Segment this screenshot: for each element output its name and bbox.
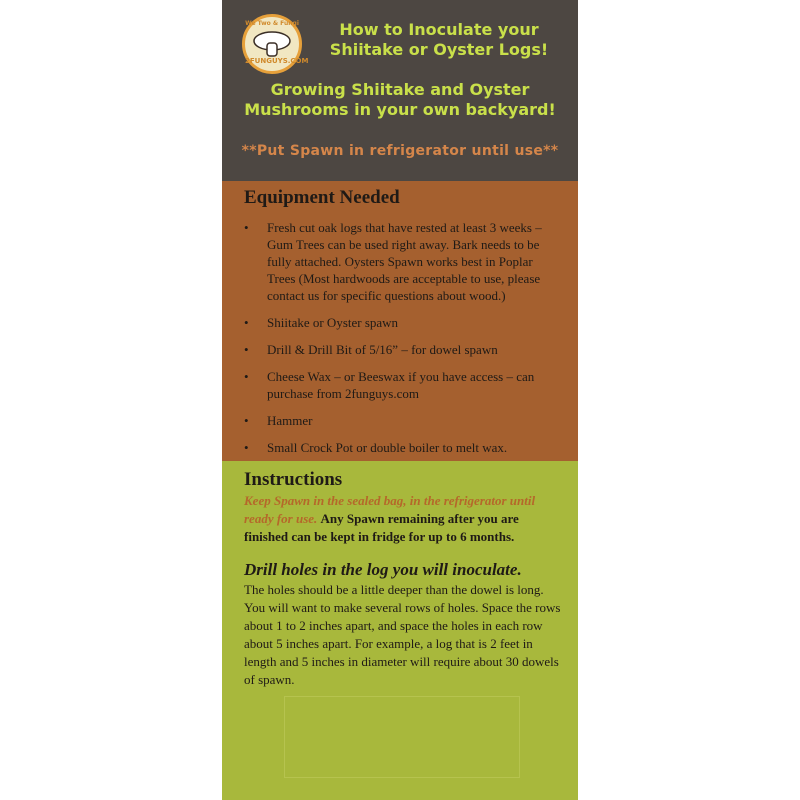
equipment-item: • Shiitake or Oyster spawn [222,314,578,331]
logo [242,14,309,74]
equipment-item: • Small Crock Pot or double boiler to melt wax. [222,439,578,456]
equipment-item: • Fresh cut oak logs that have rested at least 3 weeks – Gum Trees can be used right away. Bark needs to be fully attached. Oysters Spawn works best in Poplar Trees (Most hardwoods are acceptable to use, please contact us for specific questions about wood.) [222,219,578,304]
equipment-heading: Equipment Needed [244,187,400,208]
intro-highlight: Keep Spawn in the sealed bag, in the refrigerator until ready for use. [244,493,536,526]
subtitle-line-2: Mushrooms in your own backyard! [244,100,556,119]
equipment-item: • Hammer [222,412,578,429]
logo-top-text: We Two & Fungi [245,20,299,27]
instructions-heading: Instructions [244,469,343,490]
equipment-item: • Cheese Wax – or Beeswax if you have access – can purchase from 2funguys.com [222,368,578,402]
refrigerator-note: **Put Spawn in refrigerator until use** [241,143,559,159]
intro-rest: Any Spawn remaining after you are finished can be kept in fridge for up to 6 months. [244,511,519,544]
subtitle [238,80,562,120]
title-line-2: Shiitake or Oyster Logs! [329,40,549,59]
page-title [314,20,564,60]
equipment-section [222,181,578,461]
instructions-intro [244,492,564,546]
blank-box [284,696,520,778]
instructions-section [222,461,578,800]
equipment-list [222,219,578,466]
subtitle-line-1: Growing Shiitake and Oyster [270,80,530,99]
drill-heading: Drill holes in the log you will inoculate. [244,560,522,579]
equipment-item: • Drill & Drill Bit of 5/16” – for dowel spawn [222,341,578,358]
header-section [222,0,578,181]
drill-text: The holes should be a little deeper than the dowel is long. You will want to make several rows of holes. Space the rows about 1 to 2 inches apart, and space the holes in each row about 5 inches apart. For example, a log that is 2 feet in length and 5 inches in diameter will require about 30 dowels of spawn. [244,582,561,687]
logo-bottom-text: 2FUNGUYS.COM [245,57,309,65]
brochure-card [222,0,578,800]
title-line-1: How to Inoculate your [339,20,539,39]
